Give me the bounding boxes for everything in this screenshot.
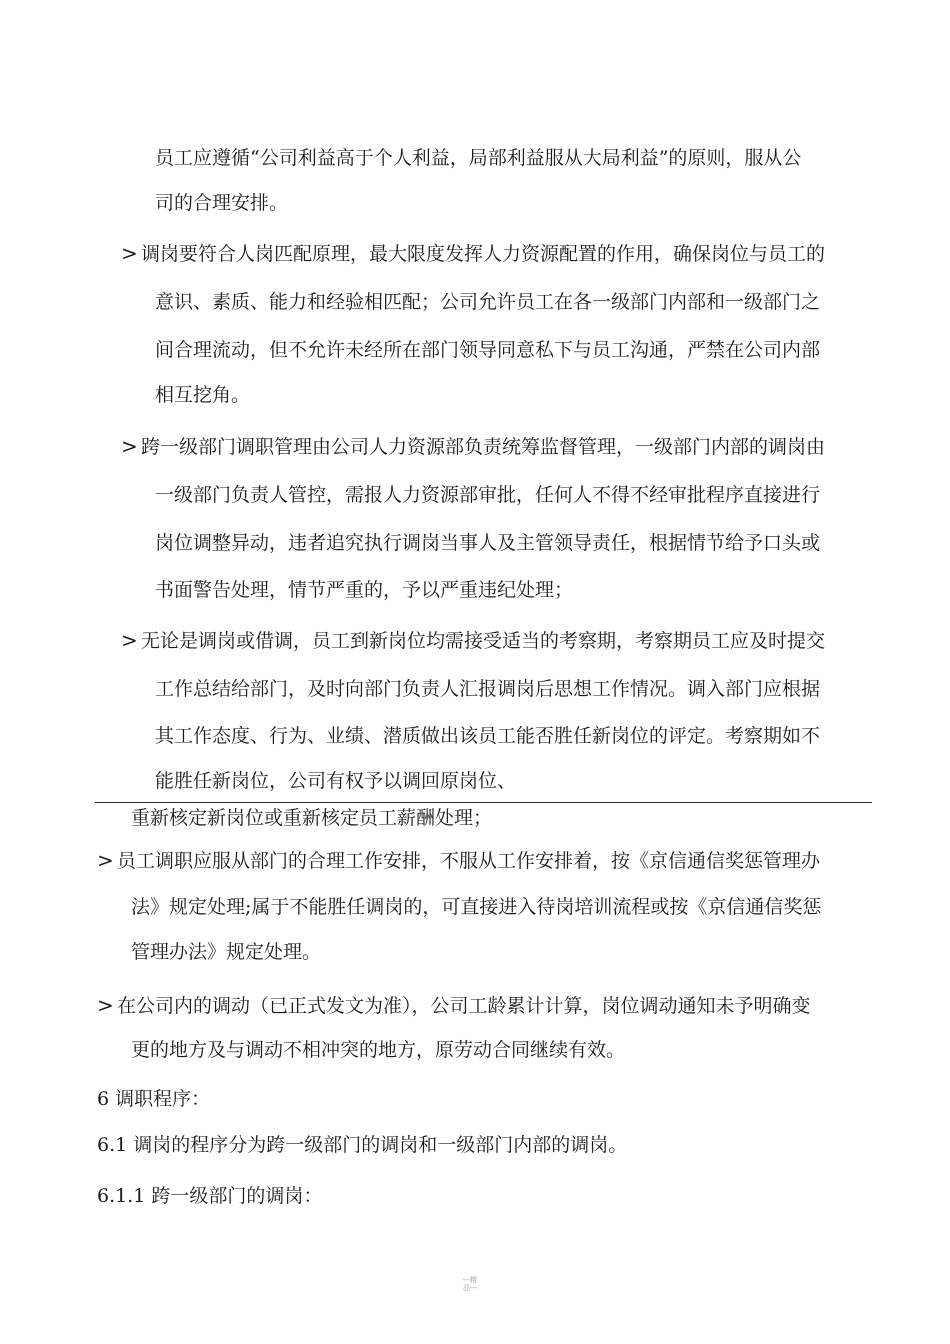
bullet-icon: > xyxy=(97,993,114,1017)
para2-line-1: 调岗要符合人岗匹配原理，最大限度发挥人力资源配置的作用，确保岗位与员工的 xyxy=(141,243,826,265)
bullet-icon: > xyxy=(121,434,138,458)
para3-line-3: 岗位调整异动，违者追究执行调岗当事人及主管领导责任，根据情节给予口头或 xyxy=(155,532,821,554)
section-heading-6-1: 6.1 调岗的程序分为跨一级部门的调岗和一级部门内部的调岗。 xyxy=(97,1134,628,1156)
footer-line-1: ---精 xyxy=(462,1276,478,1284)
section-heading-6-1-1: 6.1.1 跨一级部门的调岗： xyxy=(97,1185,323,1207)
para2-line-4: 相互挖角。 xyxy=(155,384,251,406)
para6-line-1: 在公司内的调动（已正式发文为准），公司工龄累计计算，岗位调动通知未予明确变 xyxy=(117,995,811,1017)
bullet-icon: > xyxy=(97,848,114,872)
bullet-icon: > xyxy=(121,628,138,652)
para6-line-2: 更的地方及与调动不相冲突的地方，原劳动合同继续有效。 xyxy=(131,1039,626,1061)
para5-line-1: 员工调职应服从部门的合理工作安排，不服从工作安排着，按《京信通信奖惩管理办 xyxy=(117,850,821,872)
para5-line-2: 法》规定处理;属于不能胜任调岗的，可直接进入待岗培训流程或按《京信通信奖惩 xyxy=(131,896,822,918)
para1-line-2: 司的合理安排。 xyxy=(155,192,289,214)
para2-line-2: 意识、素质、能力和经验相匹配；公司允许员工在各一级部门内部和一级部门之 xyxy=(155,291,821,313)
bullet-icon: > xyxy=(121,241,138,265)
para3-line-1: 跨一级部门调职管理由公司人力资源部负责统筹监督管理，一级部门内部的调岗由 xyxy=(141,436,826,458)
section-heading-6: 6 调职程序： xyxy=(97,1088,211,1110)
para4-line-1: 无论是调岗或借调，员工到新岗位均需接受适当的考察期，考察期员工应及时提交 xyxy=(141,630,826,652)
para4-line-3: 其工作态度、行为、业绩、潜质做出该员工能否胜任新岗位的评定。考察期如不 xyxy=(155,725,821,747)
para1-line-1: 员工应遵循“公司利益高于个人利益，局部利益服从大局利益”的原则，服从公 xyxy=(155,147,802,169)
para2-line-3: 间合理流动，但不允许未经所在部门领导同意私下与员工沟通，严禁在公司内部 xyxy=(155,339,821,361)
page-footer-mark xyxy=(455,1276,485,1292)
para4-line-4: 能胜任新岗位，公司有权予以调回原岗位、 xyxy=(155,770,517,792)
para4-line-5: 重新核定新岗位或重新核定员工薪酬处理； xyxy=(131,807,493,829)
para4-line-2: 工作总结给部门，及时向部门负责人汇报调岗后思想工作情况。调入部门应根据 xyxy=(155,678,821,700)
page-break-rule xyxy=(95,802,872,803)
para3-line-4: 书面警告处理，情节严重的，予以严重违纪处理； xyxy=(155,579,574,601)
para5-line-3: 管理办法》规定处理。 xyxy=(131,941,322,963)
para3-line-2: 一级部门负责人管控，需报人力资源部审批，任何人不得不经审批程序直接进行 xyxy=(155,484,821,506)
footer-line-2: 品--- xyxy=(462,1284,478,1292)
